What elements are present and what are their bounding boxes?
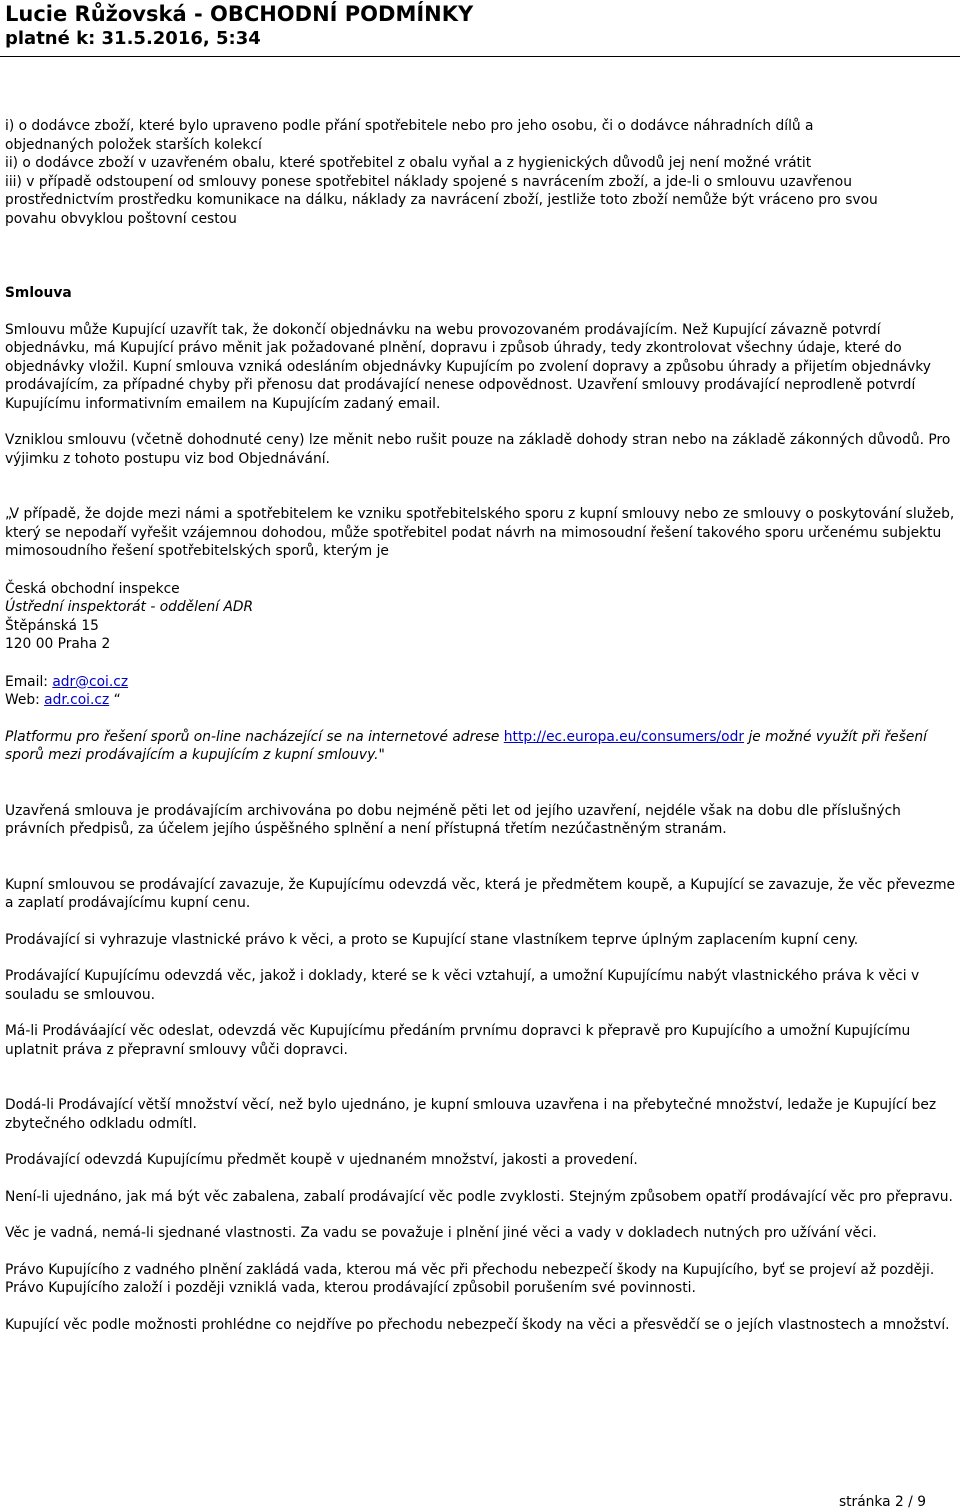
paragraph-mnozstvi: Dodá-li Prodávající větší množství věcí, než bylo ujednáno, je kupní smlouva uzavřena i na přebytečné množství, ledaže je Kupující bez zbytečného odkladu odmítl. bbox=[5, 1097, 937, 1132]
list-line: prostřednictvím prostředku komunikace na dálku, náklady za navrácení zboží, jestliže toto zboží nemůže být vráceno pro svou bbox=[5, 192, 878, 208]
address-city: 120 00 Praha 2 bbox=[5, 636, 111, 652]
web-suffix: “ bbox=[109, 692, 121, 708]
paragraph-kupni-smlouva: Kupní smlouvou se prodávající zavazuje, že Kupujícímu odevzdá věc, která je předmětem koupě, a Kupující se zavazuje, že věc převezme a zaplatí prodávajícímu kupní cenu. bbox=[5, 876, 956, 911]
paragraph-vlastnicke-pravo: Prodávající si vyhrazuje vlastnické právo k věci, a proto se Kupující stane vlastníkem teprve úplným zaplacením kupní ceny. bbox=[5, 931, 859, 948]
platform-link[interactable]: http://ec.europa.eu/consumers/odr bbox=[503, 728, 745, 745]
email-label: Email: bbox=[5, 673, 53, 690]
web-link[interactable]: adr.coi.cz bbox=[44, 692, 110, 708]
paragraph-zmena-smlouvy: Vzniklou smlouvu (včetně dohodnuté ceny) lze měnit nebo rušit pouze na základě dohody stran nebo na základě zákonných důvodů. Pro výjimku z tohoto postupu viz bod Objednávání. bbox=[5, 432, 951, 467]
document-body bbox=[5, 117, 955, 1334]
list-line: iii) v případě odstoupení od smlouvy ponese spotřebitel náklady spojené s navrácením zboží, a jde-li o smlouvu uzavřenou bbox=[5, 173, 852, 190]
email-line bbox=[5, 673, 955, 692]
paragraph-vadna-vec: Věc je vadná, nemá-li sjednané vlastnosti. Za vadu se považuje i plnění jiné věci a vady v dokladech nutných pro užívání věci. bbox=[5, 1225, 877, 1241]
validity-date: platné k: 31.5.2016, 5:34 bbox=[5, 28, 261, 49]
header-divider bbox=[0, 56, 960, 57]
inspection-contact bbox=[5, 673, 955, 710]
paragraph-pravo-z-vady: Právo Kupujícího z vadného plnění zakládá vada, kterou má věc při přechodu nebezpečí škody na Kupujícího, byť se projeví až později. Právo Kupujícího založí i později vzniklá vada, kterou prodávající způsobil porušením své povinnosti. bbox=[5, 1261, 935, 1296]
section-heading-smlouva: Smlouva bbox=[5, 285, 72, 301]
email-link[interactable]: adr@coi.cz bbox=[52, 673, 129, 690]
paragraph-odeslani: Má-li Prodáváající věc odeslat, odevzdá věc Kupujícímu předáním prvnímu dopravci k přepravě pro Kupujícího a umožní Kupujícímu uplatnit práva z přepravní smlouvy vůči dopravci. bbox=[5, 1023, 911, 1058]
paragraph-uzavreni: Smlouvu může Kupující uzavřít tak, že dokončí objednávku na webu provozovaném prodávajícím. Než Kupující závazně potvrdí objednávku, má Kupující právo měnit jak požadované plnění, dopravu i způsob úhrady, tedy zkontrolovat všechny údaje, které do objednávky vložil. Kupní smlouva vzniká odesláním objednávky Kupujícím po zvolení dopravy a způsobu úhrady a přijetím objednávky prodávajícím, za případné chyby při přenosu dat prodávající nenese odpovědnost. Uzavření smlouvy prodávající neprodleně potvrdí Kupujícímu informativním emailem na Kupujícím zadaný email. bbox=[5, 321, 931, 412]
list-line: objednaných položek starších kolekcí bbox=[5, 136, 262, 153]
paragraph-zabaleni: Není-li ujednáno, jak má být věc zabalena, zabalí prodávající věc podle zvyklosti. Stejným způsobem opatří prodávající věc pro přepravu. bbox=[5, 1188, 953, 1205]
address-street: Štěpánská 15 bbox=[5, 617, 99, 634]
platform-text-before: Platformu pro řešení sporů on-line nacházející se na internetové adrese bbox=[5, 728, 504, 745]
platform-text-after: je možné využít při řešení sporů mezi prodávajícím a kupujícím z kupní smlouvy." bbox=[5, 728, 927, 763]
page-header bbox=[5, 0, 955, 51]
address-org: Česká obchodní inspekce bbox=[5, 580, 180, 597]
paragraph-prohlidka: Kupující věc podle možnosti prohlédne co nejdříve po přechodu nebezpečí škody na věci a přesvědčí se o jejích vlastnostech a množství. bbox=[5, 1316, 950, 1333]
inspection-address bbox=[5, 580, 955, 654]
paragraph-spory: „V případě, že dojde mezi námi a spotřebitelem ke vzniku spotřebitelského sporu z kupní smlouvy nebo ze smlouvy o poskytování služeb, který se nepodaří vyřešit vzájemnou dohodou, může spotřebitel podat návrh na mimosoudní řešení takového sporu určenému subjektu mimosoudního řešení spotřebitelských sporů, kterým je bbox=[5, 506, 955, 559]
list-line: i) o dodávce zboží, které bylo upraveno podle přání spotřebitele nebo pro jeho osobu, či o dodávce náhradních dílů a bbox=[5, 118, 814, 134]
paragraph-platforma bbox=[5, 728, 955, 765]
paragraph-odevzdani: Prodávající Kupujícímu odevzdá věc, jakož i doklady, které se k věci vztahují, a umožní Kupujícímu nabýt vlastnického práva k věci v souladu se smlouvou. bbox=[5, 968, 920, 1003]
page-number: stránka 2 / 9 bbox=[838, 1494, 926, 1510]
paragraph-jakost: Prodávající odevzdá Kupujícímu předmět koupě v ujednaném množství, jakosti a provedení. bbox=[5, 1152, 638, 1168]
web-label: Web: bbox=[5, 692, 45, 708]
address-dept: Ústřední inspektorát - oddělení ADR bbox=[5, 599, 254, 615]
document-title: Lucie Růžovská - OBCHODNÍ PODMÍNKY bbox=[5, 2, 474, 26]
list-line: ii) o dodávce zboží v uzavřeném obalu, které spotřebitel z obalu vyňal a z hygienických důvodů jej není možné vrátit bbox=[5, 155, 812, 171]
list-line: povahu obvyklou poštovní cestou bbox=[5, 210, 237, 227]
exceptions-list bbox=[5, 117, 955, 228]
web-line bbox=[5, 691, 955, 710]
paragraph-archivace: Uzavřená smlouva je prodávajícím archivována po dobu nejméně pěti let od jejího uzavření, nejdéle však na dobu dle příslušných právních předpisů, za účelem jejího úspěšného splnění a není přístupná třetím nezúčastněným stranám. bbox=[5, 802, 901, 837]
